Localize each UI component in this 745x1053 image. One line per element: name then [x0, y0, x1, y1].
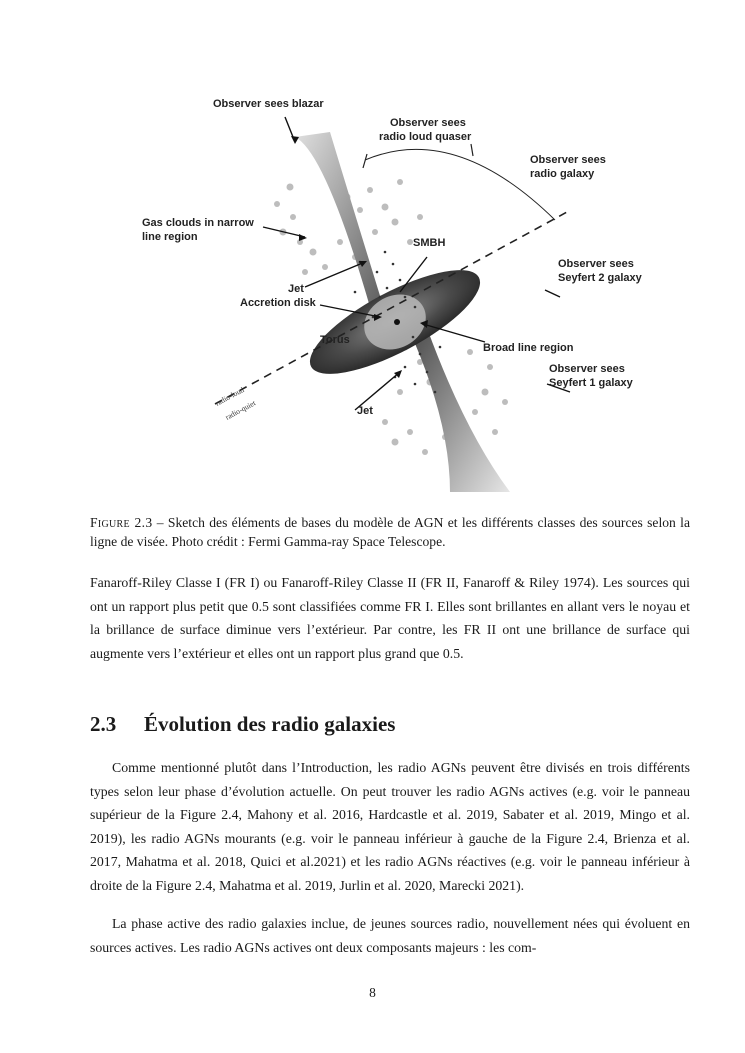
agn-model-figure: [142, 92, 642, 500]
label-radio-galaxy-2: radio galaxy: [530, 168, 595, 180]
label-seyfert2-1: Observer sees: [558, 258, 634, 270]
section-heading: [90, 712, 690, 737]
section-title: Évolution des radio galaxies: [144, 712, 396, 736]
paragraph-evolution-intro: Comme mentionné plutôt dans l’Introduction, les radio AGNs peuvent être divisés en trois différents types selon leur phase d’évolution actuelle. On peut trouver les radio AGNs actives (e.g. voir le panneau supérieur de la Figure 2.4, Mahony et al. 2016, Hardcastle et al. 2019, Sabater et al. 2019, Mingo et al. 2019), les radio AGNs mourants (e.g. voir le panneau inférieur à gauche de la Figure 2.4, Brienza et al. 2017, Mahatma et al. 2018, Quici et al.2021) et les radio AGNs réactives (e.g. voir le panneau inférieur à droite de la Figure 2.4, Mahatma et al. 2019, Jurlin et al. 2020, Marecki 2021).: [90, 760, 690, 893]
section-number: 2.3: [90, 712, 117, 736]
label-seyfert1-2: Seyfert 1 galaxy: [549, 377, 633, 389]
label-quasar-2: radio loud quaser: [379, 131, 472, 143]
paragraph-fr-classes: Fanaroff-Riley Classe I (FR I) ou Fanaroff-Riley Classe II (FR II, Fanaroff & Riley 1974). Les sources qui ont un rapport plus petit que 0.5 sont classifiées comme FR I. Elles sont brillantes en allant vers le noyau et la brillance de surface diminue vers l’extérieur. Par contre, les FR II ont une brillance de surface qui augmente vers l’extérieur et elles ont un rapport plus grand que 0.5.: [90, 575, 690, 661]
label-quasar-1: Observer sees: [390, 117, 466, 129]
label-radio-galaxy-1: Observer sees: [530, 154, 606, 166]
label-torus: Torus: [320, 334, 350, 346]
viewing-arc: [365, 149, 555, 220]
figure-caption: [90, 513, 690, 551]
caption-text: – Sketch des éléments de bases du modèle de AGN et les différents classes des sources selon la ligne de visée. Photo crédit : Fermi Gamma-ray Space Telescope.: [90, 515, 690, 549]
label-blazar: Observer sees blazar: [213, 98, 324, 110]
label-seyfert1-1: Observer sees: [549, 363, 625, 375]
label-radio-quiet: radio-quiet: [223, 398, 257, 422]
caption-label: Figure 2.3: [90, 515, 153, 530]
label-gas-2: line region: [142, 231, 198, 243]
label-jet-top: Jet: [288, 283, 304, 295]
smbh-center: [394, 319, 400, 325]
annotation-arrows: [263, 117, 570, 410]
paragraph-active-phase: La phase active des radio galaxies inclue, de jeunes sources radio, nouvellement nées qui évoluent en sources actives. Les radio AGNs actives ont deux composants majeurs : les com-: [90, 916, 690, 955]
label-seyfert2-2: Seyfert 2 galaxy: [558, 272, 642, 284]
label-smbh: SMBH: [413, 237, 446, 249]
agn-diagram: [142, 92, 642, 500]
label-accretion: Accretion disk: [240, 297, 316, 309]
label-jet-bottom: Jet: [357, 405, 373, 417]
label-broad-line: Broad line region: [483, 342, 574, 354]
page-number: 8: [369, 985, 376, 1000]
label-radio-loud: radio-loud: [213, 385, 246, 408]
label-gas-1: Gas clouds in narrow: [142, 217, 254, 229]
